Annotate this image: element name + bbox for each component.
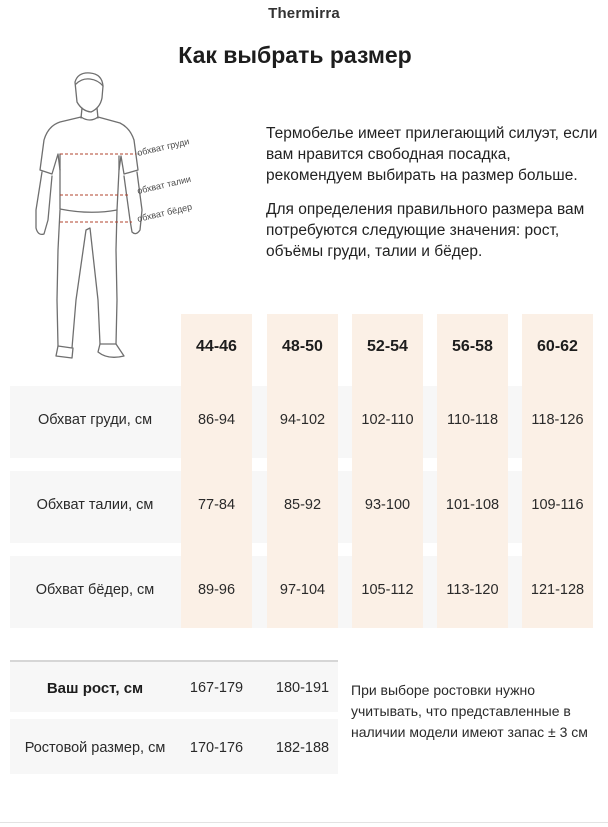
size-column (181, 314, 252, 628)
table-cell: 101-108 (445, 497, 500, 513)
table-cell: 118-126 (531, 412, 584, 428)
intro-text (266, 123, 606, 186)
table-cell: 102-110 (361, 412, 414, 428)
intro-paragraph-1: Термобелье имеет прилегающий силуэт, если вам нравится свободная посадка, рекомендуем выбирать на размер больше. (266, 125, 598, 184)
height-label: Ваш рост, см (46, 680, 144, 697)
size-header: 56-58 (452, 338, 493, 355)
size-column (522, 314, 593, 628)
table-cell: 182-188 (275, 740, 330, 756)
table-cell: 180-191 (275, 680, 330, 696)
table-cell: 167-179 (189, 680, 244, 696)
table-cell: 109-116 (531, 497, 584, 513)
row-label-waist: Обхват талии, см (36, 497, 154, 513)
size-header: 60-62 (537, 338, 578, 355)
size-header: 52-54 (367, 338, 408, 355)
table-cell: 94-102 (279, 412, 326, 428)
table-cell: 77-84 (197, 497, 236, 513)
height-size-label: Ростовой размер, см (24, 740, 166, 756)
table-cell: 89-96 (197, 582, 236, 598)
table-cell: 93-100 (364, 497, 411, 513)
page-title: Как выбрать размер (178, 42, 412, 68)
table-cell: 105-112 (361, 582, 414, 598)
table-cell: 170-176 (189, 740, 244, 756)
table-cell: 97-104 (279, 582, 326, 598)
row-label-chest: Обхват груди, см (37, 412, 153, 428)
brand-logo: Thermirra (268, 5, 340, 22)
bottom-divider (0, 822, 608, 823)
table-cell: 86-94 (197, 412, 236, 428)
table-cell: 113-120 (446, 582, 499, 598)
table-cell: 110-118 (446, 412, 499, 428)
table-cell: 121-128 (530, 582, 585, 598)
size-column (267, 314, 338, 628)
chest-label: обхват груди (136, 136, 191, 158)
size-header: 48-50 (282, 338, 323, 355)
size-column (352, 314, 423, 628)
intro-text-2 (266, 199, 606, 262)
size-header: 44-46 (196, 338, 237, 355)
table-cell: 85-92 (283, 497, 322, 513)
hips-label: обхват бёдер (136, 201, 193, 224)
waist-label: обхват талии (136, 173, 192, 196)
height-note: При выборе ростовки нужно учитывать, что представленные в наличии модели имеют запас ± 3 см (351, 682, 588, 740)
size-column (437, 314, 508, 628)
intro-paragraph-2: Для определения правильного размера вам потребуются следующие значения: рост, объёмы груди, талии и бёдер. (266, 201, 585, 260)
row-label-hips: Обхват бёдер, см (35, 582, 155, 598)
